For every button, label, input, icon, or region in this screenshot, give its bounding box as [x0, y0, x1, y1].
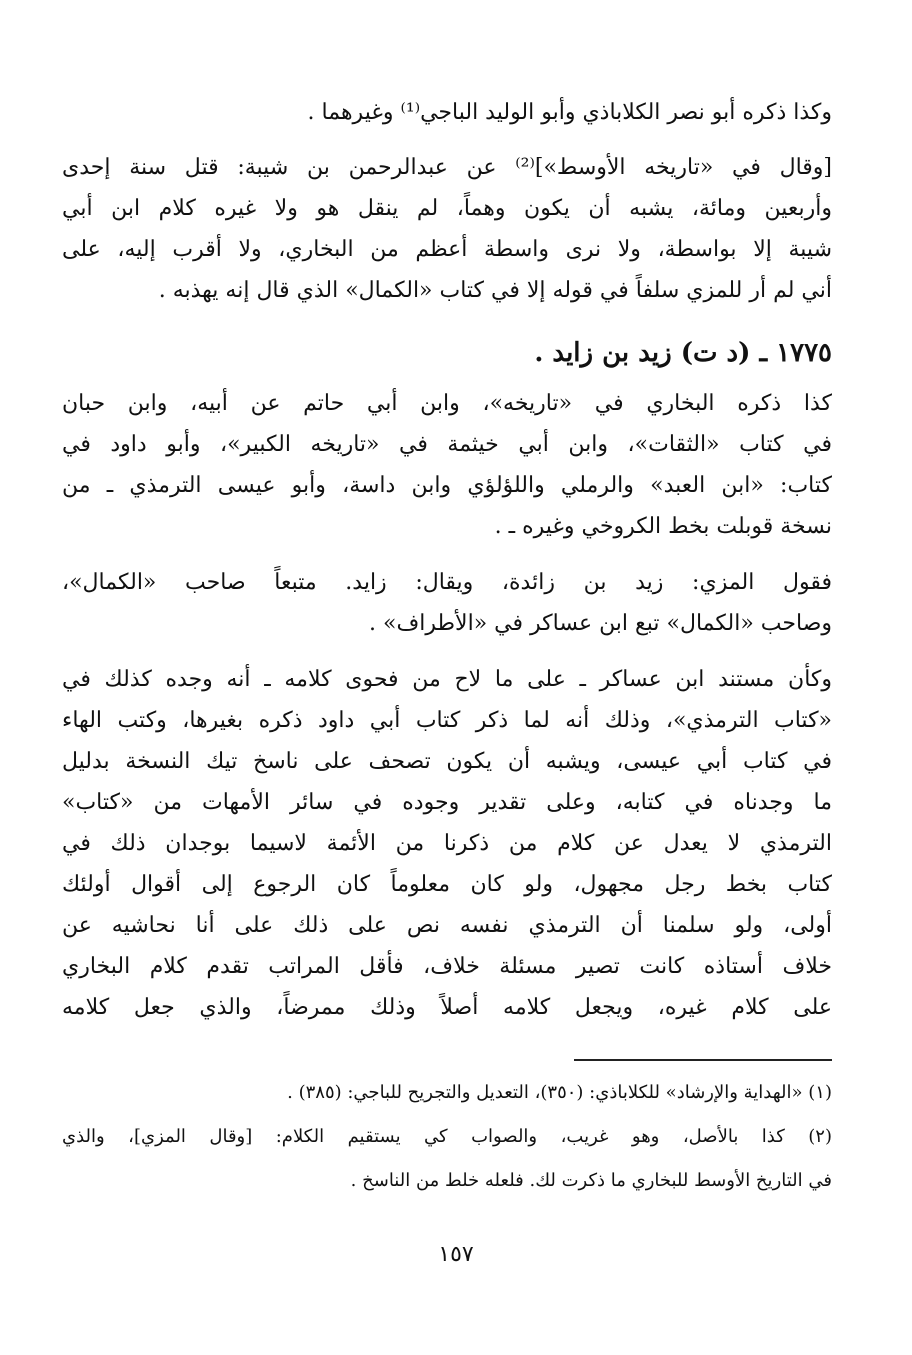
footnote-line: (١) «الهداية والإرشاد» للكلاباذي: (٣٥٠)، التعديل والتجريح للباجي: (٣٨٥) .: [287, 1082, 832, 1103]
text-line: فقول المزي: زيد بن زائدة، ويقال: زايد. متبعاً صاحب «الكمال»،: [62, 570, 832, 595]
text-line: أولى، ولو سلمنا أن الترمذي نفسه نص على ذلك على أنا نحاشيه عن: [62, 913, 832, 938]
text-line: على كلام غيره، ويجعل كلامه أصلاً وذلك ممرضاً، والذي جعل كلامه: [62, 995, 832, 1020]
text-line: وأربعين ومائة، يشبه أن يكون وهماً، لم ينقل هو ولا غيره كلام ابن أبي: [62, 196, 832, 221]
footnote-separator: [574, 1059, 832, 1061]
text-line: «كتاب الترمذي»، وذلك أنه لما ذكر كتاب أبي داود ذكره بغيرها، وكتب الهاء: [62, 708, 832, 733]
text-line: في كتاب أبي عيسى، ويشبه أن يكون تصحف على ناسخ تيك النسخة بدليل: [62, 749, 832, 774]
text-line: [وقال في «تاريخه الأوسط»]⁽²⁾ عن عبدالرحمن بن شيبة: قتل سنة إحدى: [62, 155, 833, 180]
text-line: في كتاب «الثقات»، وابن أبي خيثمة في «تاريخه الكبير»، وأبو داود في: [62, 432, 832, 457]
text-line: شيبة إلا بواسطة، ولا نرى واسطة أعظم من البخاري، ولا أقرب إليه، على: [62, 237, 832, 262]
entry-heading: ١٧٧٥ ـ (د ت) زيد بن زايد .: [534, 338, 832, 368]
text-line: أني لم أر للمزي سلفاً في قوله إلا في كتاب «الكمال» الذي قال إنه يهذبه .: [158, 278, 832, 303]
footnote-line: (٢) كذا بالأصل، وهو غريب، والصواب كي يستقيم الكلام: [وقال المزي]، والذي: [62, 1126, 832, 1147]
text-line: خلاف أستاذه كانت تصير مسئلة خلاف، فأقل المراتب تقدم كلام البخاري: [62, 954, 832, 979]
footnote-line: في التاريخ الأوسط للبخاري ما ذكرت لك. فلعله خلط من الناسخ .: [350, 1170, 832, 1191]
text-line: وصاحب «الكمال» تبع ابن عساكر في «الأطراف» .: [369, 611, 832, 636]
text-line: وكذا ذكره أبو نصر الكلاباذي وأبو الوليد الباجي⁽¹⁾ وغيرهما .: [307, 100, 832, 125]
text-line: ما وجدناه في كتابه، وعلى تقدير وجوده في سائر الأمهات من «كتاب»: [62, 790, 832, 815]
text-line: نسخة قوبلت بخط الكروخي وغيره ـ .: [494, 514, 832, 539]
text-line: وكأن مستند ابن عساكر ـ على ما لاح من فحوى كلامه ـ أنه وجده كذلك في: [62, 667, 832, 692]
text-line: كذا ذكره البخاري في «تاريخه»، وابن أبي حاتم عن أبيه، وابن حبان: [62, 391, 832, 416]
page-number: ١٥٧: [438, 1242, 474, 1267]
text-line: كتاب بخط رجل مجهول، ولو كان معلوماً كان الرجوع إلى أقوال أولئك: [62, 872, 832, 897]
text-line: كتاب: «ابن العبد» والرملي واللؤلؤي وابن داسة، وأبو عيسى الترمذي ـ من: [62, 473, 832, 498]
text-line: الترمذي لا يعدل عن كلام من ذكرنا من الأئمة لاسيما بوجدان ذلك في: [62, 831, 832, 856]
